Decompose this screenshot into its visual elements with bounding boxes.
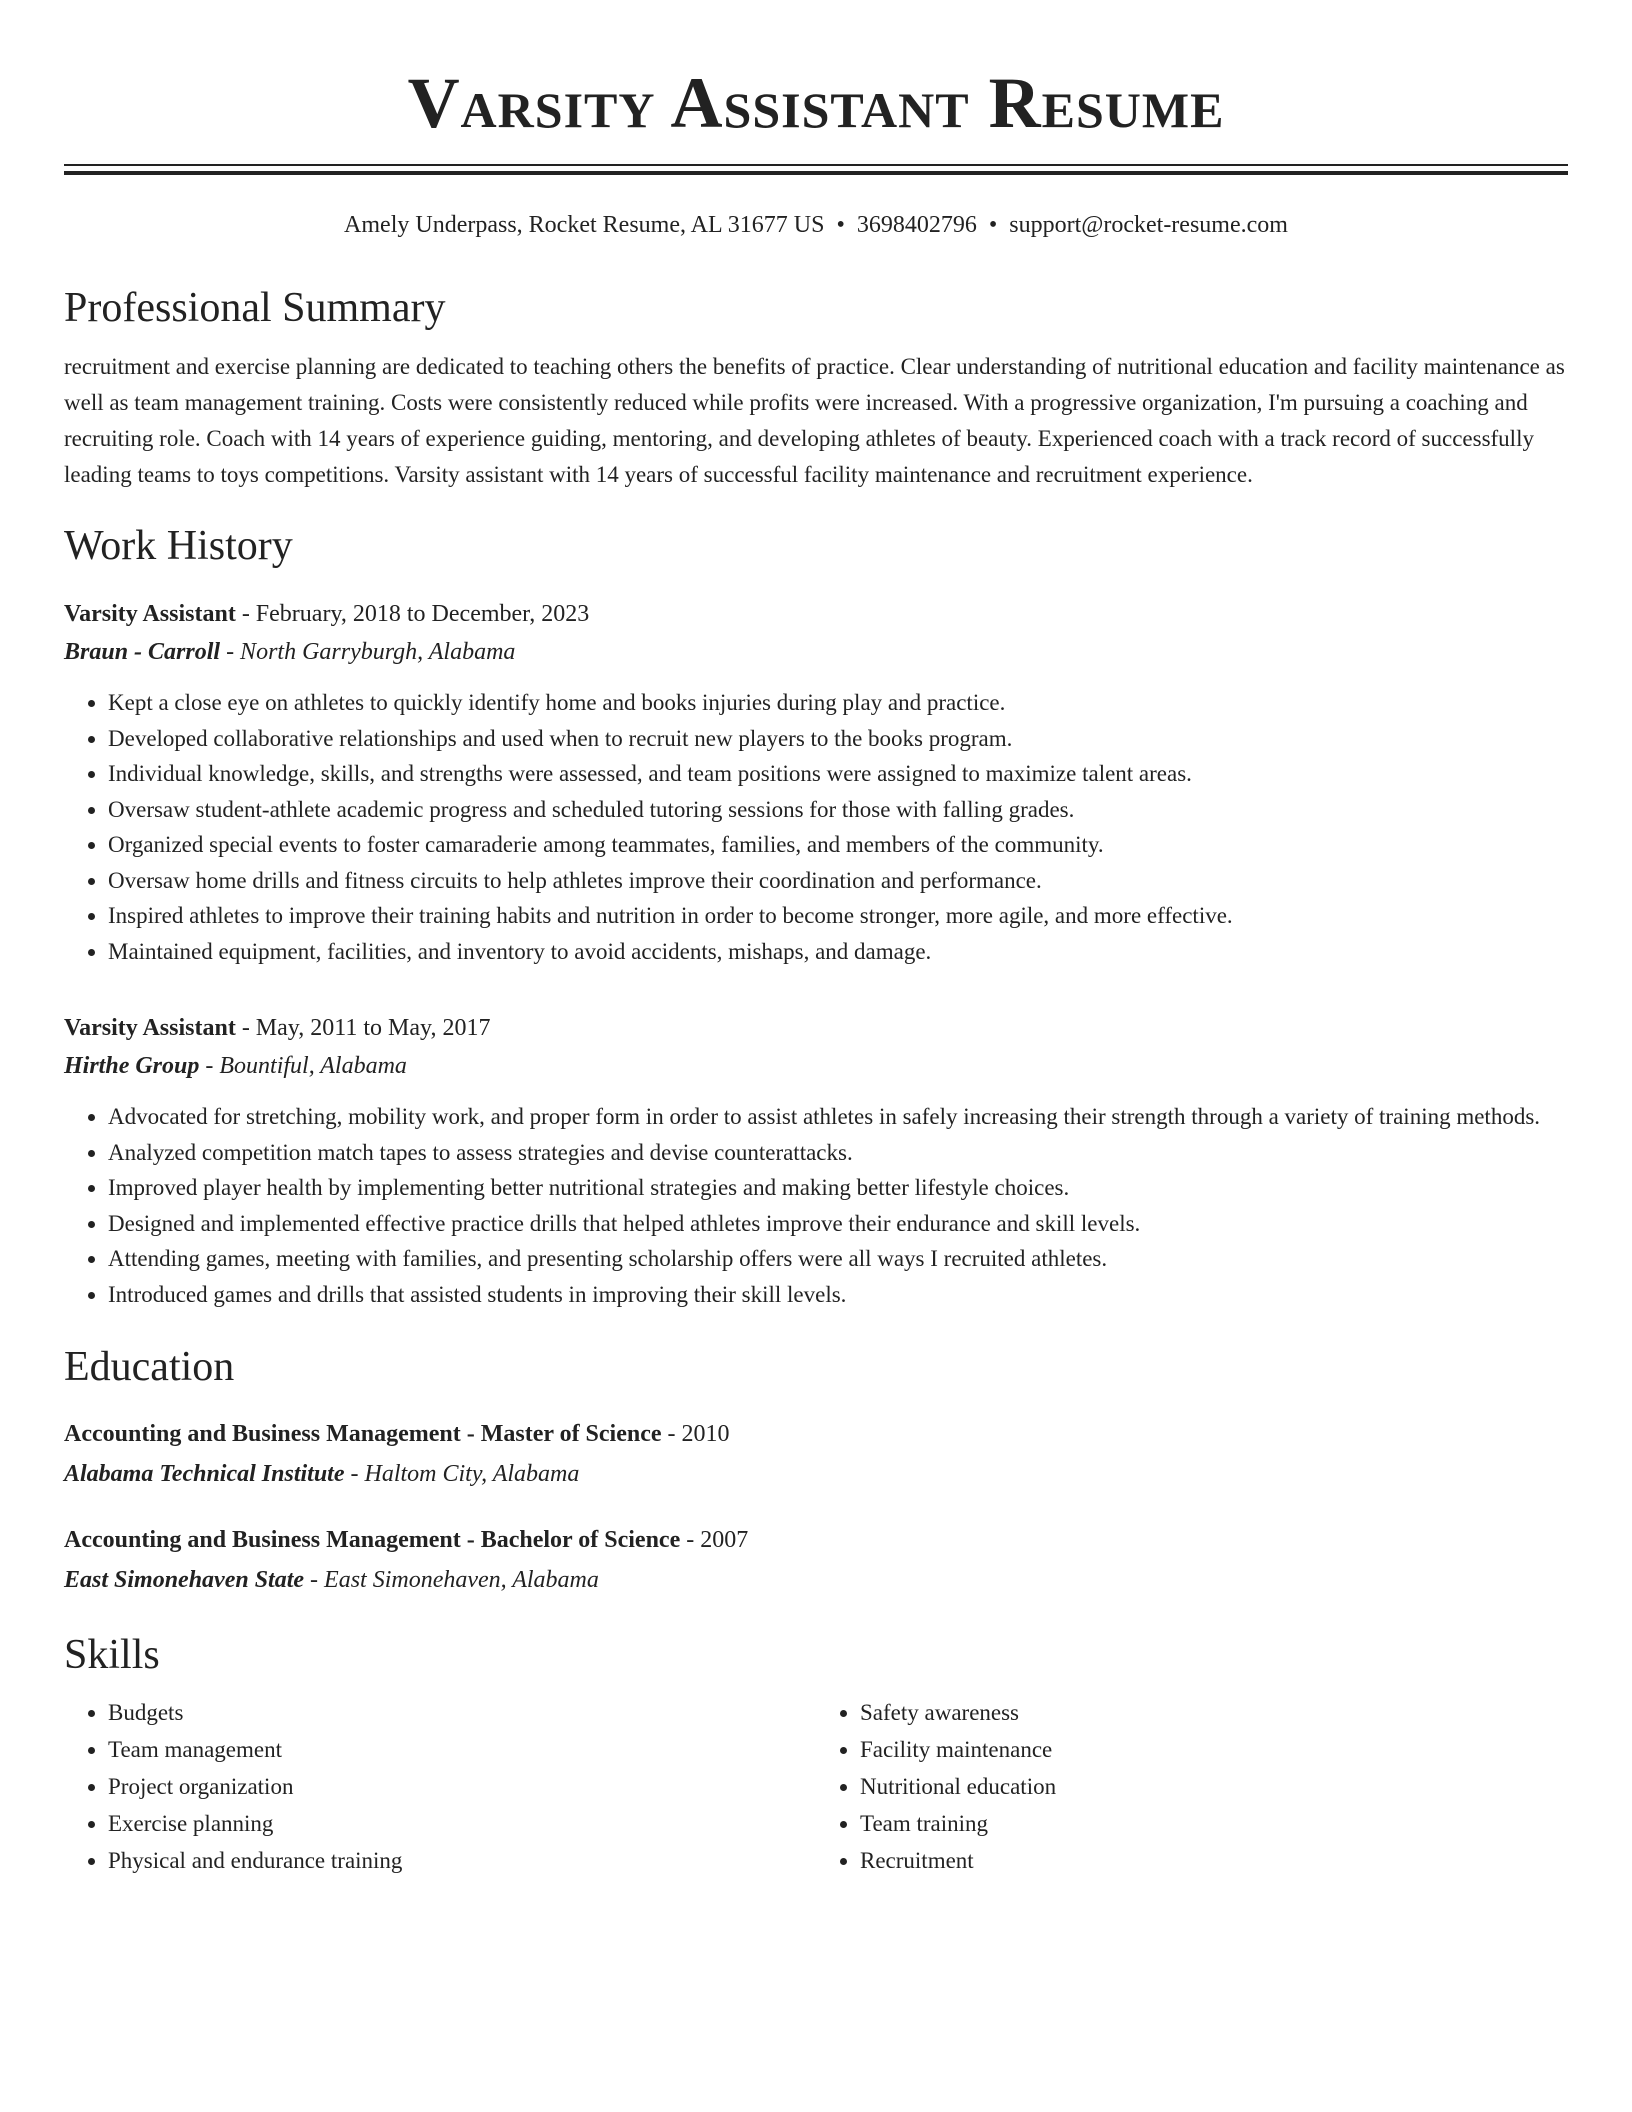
skill-item: • Team management [108, 1731, 816, 1768]
job-location: - Bountiful, Alabama [199, 1053, 407, 1079]
job-entry [64, 1009, 1568, 1312]
education-school-line [64, 1454, 1568, 1494]
education-location: - East Simonehaven, Alabama [304, 1567, 599, 1593]
contact-email: support@rocket-resume.com [1009, 212, 1288, 238]
summary-heading: Professional Summary [64, 285, 446, 331]
contact-line [64, 209, 1568, 241]
education-location: - Haltom City, Alabama [344, 1461, 580, 1487]
job-duties-list [64, 685, 1568, 969]
list-item: • Oversaw student-athlete academic progress and scheduled tutoring sessions for those with falling grades. [108, 792, 1568, 828]
education-school-line [64, 1560, 1568, 1600]
education-entry [64, 1520, 1568, 1600]
list-item: • Individual knowledge, skills, and strengths were assessed, and team positions were assigned to maximize talent areas. [108, 756, 1568, 792]
list-item: • Attending games, meeting with families, and presenting scholarship offers were all ways I recruited athletes. [108, 1241, 1568, 1277]
skill-item: • Recruitment [860, 1842, 1568, 1879]
job-duties-list [64, 1099, 1568, 1312]
job-location: - North Garryburgh, Alabama [220, 639, 516, 665]
education-degree: Accounting and Business Management - Bachelor of Science [64, 1527, 681, 1553]
list-item: • Organized special events to foster camaraderie among teammates, families, and members of the community. [108, 827, 1568, 863]
bullet-separator: • [988, 212, 998, 238]
list-item: • Inspired athletes to improve their training habits and nutrition in order to become stronger, more agile, and more effective. [108, 898, 1568, 934]
job-entry [64, 595, 1568, 969]
divider-thick [64, 171, 1568, 175]
list-item: • Introduced games and drills that assisted students in improving their skill levels. [108, 1277, 1568, 1313]
education-school: Alabama Technical Institute [64, 1461, 345, 1487]
list-item: • Oversaw home drills and fitness circuits to help athletes improve their coordination and performance. [108, 863, 1568, 899]
list-item: • Developed collaborative relationships and used when to recruit new players to the books program. [108, 721, 1568, 757]
skill-item: • Physical and endurance training [108, 1842, 816, 1879]
list-item: • Analyzed competition match tapes to assess strategies and devise counterattacks. [108, 1135, 1568, 1171]
job-company: Hirthe Group [64, 1053, 200, 1079]
skill-item: • Exercise planning [108, 1805, 816, 1842]
job-position: Varsity Assistant [64, 1015, 236, 1041]
list-item: • Maintained equipment, facilities, and inventory to avoid accidents, mishaps, and damage. [108, 934, 1568, 970]
job-dates: - May, 2011 to May, 2017 [235, 1015, 491, 1041]
divider-thin [64, 164, 1568, 166]
education-year: - 2007 [680, 1527, 749, 1553]
title-divider [64, 164, 1568, 175]
job-company-line [64, 633, 1568, 671]
skills-heading: Skills [64, 1632, 160, 1678]
job-company: Braun - Carroll [64, 639, 221, 665]
job-header [64, 1009, 1568, 1047]
list-item: • Designed and implemented effective practice drills that helped athletes improve their endurance and skill levels. [108, 1206, 1568, 1242]
job-header [64, 595, 1568, 633]
skills-column-right [816, 1694, 1568, 1879]
skill-item: • Facility maintenance [860, 1731, 1568, 1768]
education-school: East Simonehaven State [64, 1567, 305, 1593]
education-header [64, 1414, 1568, 1454]
work-history-heading: Work History [64, 523, 293, 569]
skill-item: • Nutritional education [860, 1768, 1568, 1805]
contact-phone: 3698402796 [856, 212, 977, 238]
skill-item: • Team training [860, 1805, 1568, 1842]
skills-list [64, 1694, 816, 1879]
summary-text: recruitment and exercise planning are dedicated to teaching others the benefits of practice. Clear understanding of nutritional education and facility maintenance as well as team management training. Costs were consistently reduced while profits were increased. With a progressive organization, I'm pursuing a coaching and recruiting role. Coach with 14 years of experience guiding, mentoring, and developing athletes of beauty. Experienced coach with a track record of successfully leading teams to toys competitions. Varsity assistant with 14 years of successful facility maintenance and recruitment experience. [64, 354, 1565, 487]
bullet-separator: • [836, 212, 845, 238]
list-item: • Advocated for stretching, mobility work, and proper form in order to assist athletes in safely increasing their strength through a variety of training methods. [108, 1099, 1568, 1135]
job-dates: - February, 2018 to December, 2023 [235, 601, 590, 627]
skills-grid [64, 1694, 1568, 1879]
job-position: Varsity Assistant [64, 601, 236, 627]
skill-item: • Budgets [108, 1694, 816, 1731]
education-heading: Education [64, 1344, 235, 1390]
skills-list [816, 1694, 1568, 1879]
education-year: - 2010 [661, 1421, 730, 1447]
resume-title: Varsity Assistant Resume [407, 63, 1225, 143]
list-item: • Kept a close eye on athletes to quickly identify home and books injuries during play and practice. [108, 685, 1568, 721]
list-item: • Improved player health by implementing better nutritional strategies and making better lifestyle choices. [108, 1170, 1568, 1206]
education-degree: Accounting and Business Management - Master of Science [64, 1421, 662, 1447]
skill-item: • Safety awareness [860, 1694, 1568, 1731]
job-company-line [64, 1047, 1568, 1085]
education-entry [64, 1414, 1568, 1494]
skill-item: • Project organization [108, 1768, 816, 1805]
contact-address: Amely Underpass, Rocket Resume, AL 31677 US [344, 212, 825, 238]
education-header [64, 1520, 1568, 1560]
skills-column-left [64, 1694, 816, 1879]
